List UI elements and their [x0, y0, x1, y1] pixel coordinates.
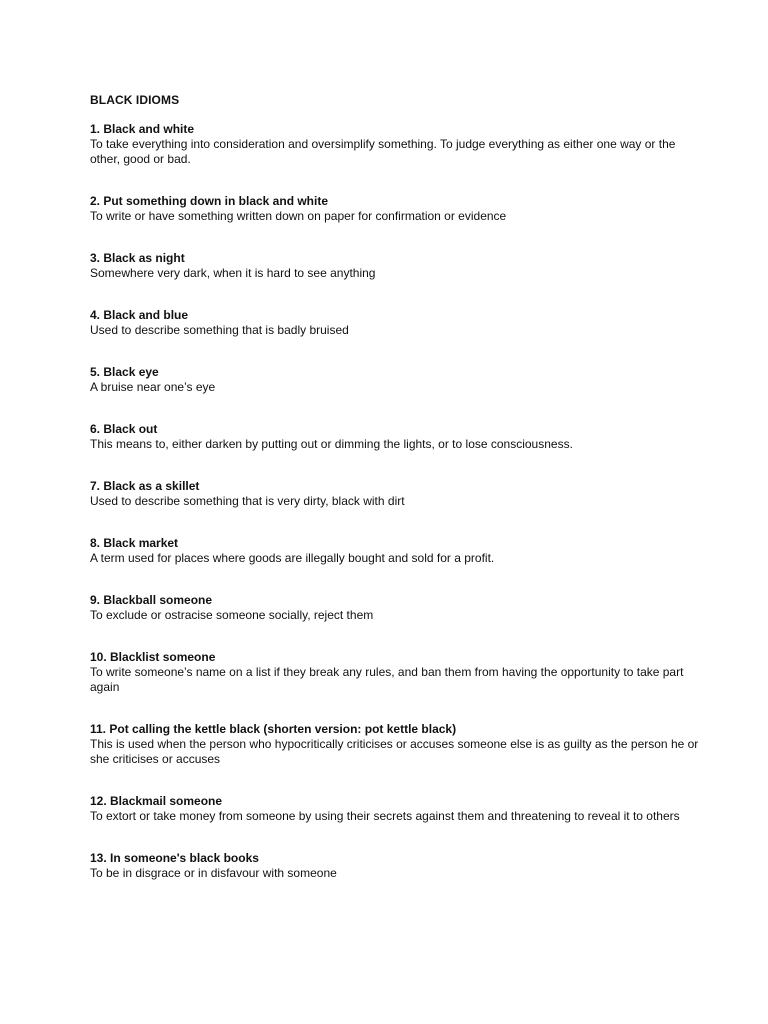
idiom-term: 3. Black as night — [90, 251, 185, 265]
idiom-item — [90, 593, 708, 623]
idiom-definition: To extort or take money from someone by using their secrets against them and threatening to reveal it to others — [90, 809, 680, 823]
idiom-definition: To exclude or ostracise someone socially, reject them — [90, 608, 374, 622]
idiom-term: 7. Black as a skillet — [90, 479, 200, 493]
idiom-definition: A bruise near one’s eye — [90, 380, 216, 394]
idiom-definition: To write or have something written down on paper for confirmation or evidence — [90, 209, 507, 223]
idiom-item — [90, 422, 708, 452]
idiom-item — [90, 851, 708, 881]
idiom-item — [90, 536, 708, 566]
idiom-term: 6. Black out — [90, 422, 158, 436]
idiom-definition: To write someone’s name on a list if they break any rules, and ban them from having the opportunity to take part again — [90, 665, 684, 694]
idiom-item — [90, 194, 708, 224]
idiom-term: 8. Black market — [90, 536, 179, 550]
idiom-item — [90, 251, 708, 281]
idiom-term: 13. In someone's black books — [90, 851, 259, 865]
idiom-term: 1. Black and white — [90, 122, 195, 136]
idiom-definition: To be in disgrace or in disfavour with someone — [90, 866, 337, 880]
idiom-item — [90, 365, 708, 395]
idiom-item — [90, 722, 708, 767]
idiom-item — [90, 308, 708, 338]
idiom-term: 12. Blackmail someone — [90, 794, 223, 808]
idiom-item — [90, 479, 708, 509]
idiom-term: 10. Blacklist someone — [90, 650, 216, 664]
idiom-item — [90, 650, 708, 695]
idiom-item — [90, 794, 708, 824]
idiom-definition: A term used for places where goods are illegally bought and sold for a profit. — [90, 551, 495, 565]
idiom-term: 11. Pot calling the kettle black (shorten version: pot kettle black) — [90, 722, 457, 736]
idiom-definition: To take everything into consideration and oversimplify something. To judge everything as either one way or the other, good or bad. — [90, 137, 676, 166]
idiom-item — [90, 122, 708, 167]
idiom-definition: Somewhere very dark, when it is hard to see anything — [90, 266, 376, 280]
idiom-term: 5. Black eye — [90, 365, 159, 379]
idiom-definition: Used to describe something that is badly bruised — [90, 323, 349, 337]
idiom-term: 2. Put something down in black and white — [90, 194, 329, 208]
document-title: BLACK IDIOMS — [90, 93, 180, 107]
idiom-definition: Used to describe something that is very dirty, black with dirt — [90, 494, 405, 508]
idiom-term: 9. Blackball someone — [90, 593, 213, 607]
idiom-definition: This means to, either darken by putting out or dimming the lights, or to lose consciousness. — [90, 437, 573, 451]
idiom-definition: This is used when the person who hypocritically criticises or accuses someone else is as guilty as the person he or she criticises or accuses — [90, 737, 699, 766]
idiom-term: 4. Black and blue — [90, 308, 189, 322]
